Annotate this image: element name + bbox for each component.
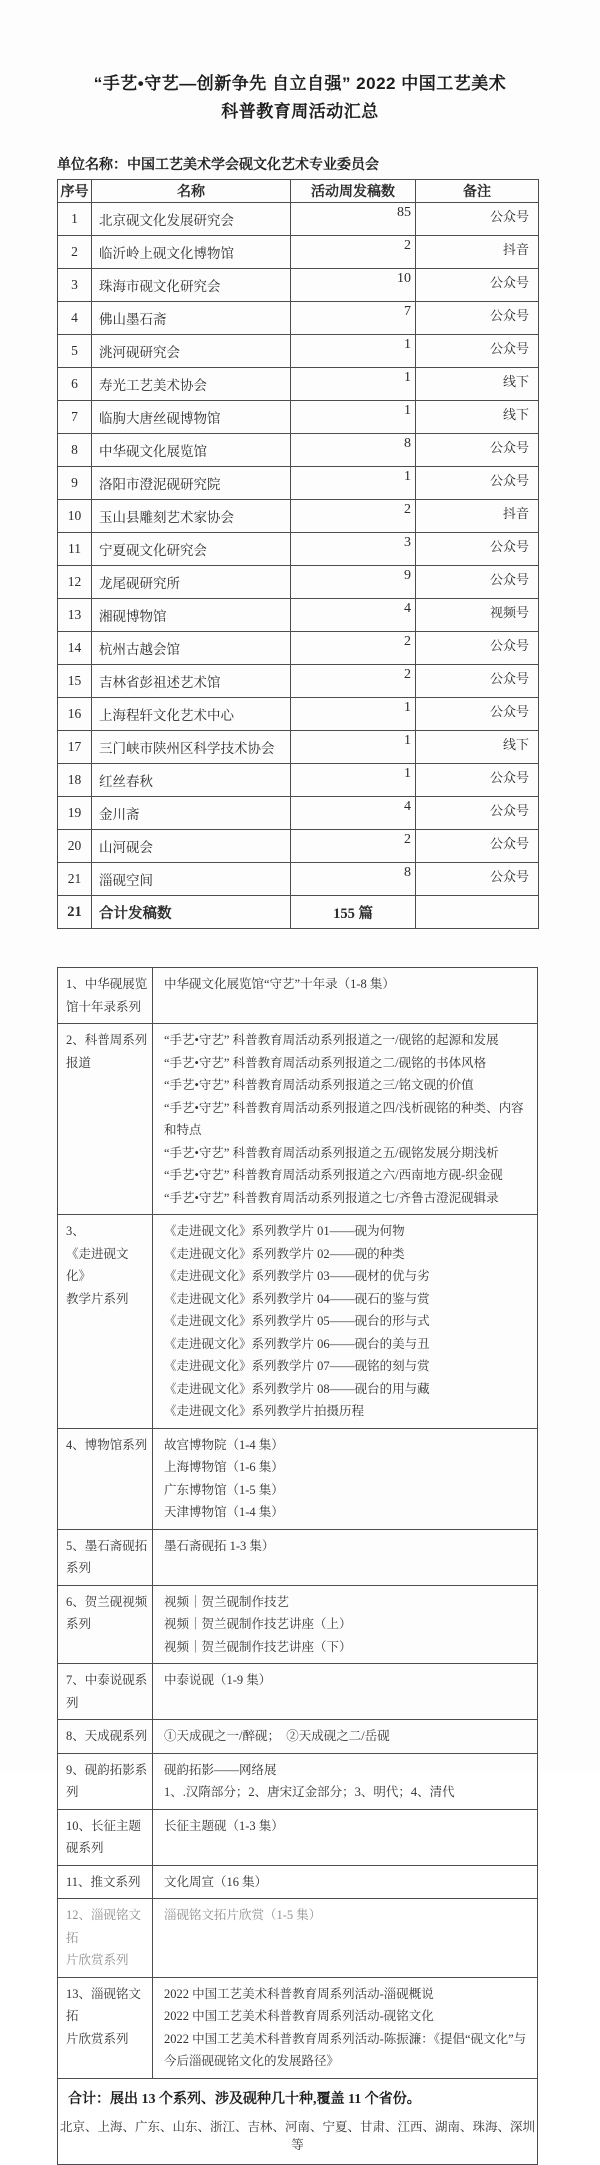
summary-row bbox=[58, 698, 539, 731]
row-index-cell: 6 bbox=[58, 368, 92, 401]
org-name-cell: 玉山县雕刻艺术家协会 bbox=[92, 500, 291, 533]
org-name-cell: 洮河砚研究会 bbox=[92, 335, 291, 368]
org-name-cell: 佛山墨石斋 bbox=[92, 302, 291, 335]
remark-cell: 公众号 bbox=[416, 434, 539, 467]
total-remark-cell bbox=[416, 896, 539, 929]
org-name-cell: 北京砚文化发展研究会 bbox=[92, 203, 291, 236]
document-title bbox=[0, 0, 600, 126]
row-index-cell: 5 bbox=[58, 335, 92, 368]
series-item-line: 《走进砚文化》系列教学片 03——砚材的优与劣 bbox=[164, 1269, 430, 1284]
org-name-cell: 杭州古越会馆 bbox=[92, 632, 291, 665]
post-count-cell: 1 bbox=[291, 764, 416, 797]
row-index-cell: 3 bbox=[58, 269, 92, 302]
submission-summary-table bbox=[57, 179, 539, 929]
summary-row bbox=[58, 401, 539, 434]
unit-name-line: 单位名称：中国工艺美术学会砚文化艺术专业委员会 bbox=[57, 158, 379, 174]
row-index-cell: 13 bbox=[58, 599, 92, 632]
series-items-cell bbox=[153, 1753, 538, 1809]
series-item-line: 《走进砚文化》系列教学片 04——砚石的鉴与赏 bbox=[164, 1291, 430, 1306]
series-items-cell bbox=[153, 1865, 538, 1899]
org-name-cell: 临沂岭上砚文化博物馆 bbox=[92, 236, 291, 269]
series-label-cell: 9、砚韵拓影系 列 bbox=[58, 1753, 153, 1809]
series-item-line: 《走进砚文化》系列教学片 01——砚为何物 bbox=[164, 1224, 405, 1239]
series-row bbox=[58, 1753, 538, 1809]
series-item-line: 中华砚文化展览馆“守艺”十年录（1-8 集） bbox=[164, 977, 395, 992]
series-item-line: 2022 中国工艺美术科普教育周系列活动-砚铭文化 bbox=[164, 2009, 434, 2024]
summary-row bbox=[58, 665, 539, 698]
row-index-cell: 16 bbox=[58, 698, 92, 731]
row-index-cell: 20 bbox=[58, 830, 92, 863]
series-item-line: 《走进砚文化》系列教学片 05——砚台的形与式 bbox=[164, 1314, 430, 1329]
post-count-cell: 9 bbox=[291, 566, 416, 599]
org-name-cell: 珠海市砚文化研究会 bbox=[92, 269, 291, 302]
series-items-cell bbox=[153, 1977, 538, 2078]
series-item-line: 文化周宣（16 集） bbox=[164, 1874, 268, 1889]
series-row bbox=[58, 1215, 538, 1429]
series-row bbox=[58, 1428, 538, 1529]
series-item-line: “手艺•守艺” 科普教育周活动系列报道之五/砚铭发展分期浅析 bbox=[164, 1145, 499, 1160]
row-index-cell: 18 bbox=[58, 764, 92, 797]
series-item-line: 视频｜贺兰砚制作技艺 bbox=[164, 1594, 290, 1609]
summary-row bbox=[58, 731, 539, 764]
series-item-line: “手艺•守艺” 科普教育周活动系列报道之二/砚铭的书体风格 bbox=[164, 1055, 487, 1070]
series-label-cell: 6、贺兰砚视频 系列 bbox=[58, 1585, 153, 1664]
post-count-cell: 4 bbox=[291, 599, 416, 632]
series-row bbox=[58, 1529, 538, 1585]
series-items-cell bbox=[153, 1809, 538, 1865]
summary-row bbox=[58, 236, 539, 269]
series-item-line: 天津博物馆（1-4 集） bbox=[164, 1505, 284, 1520]
summary-row bbox=[58, 632, 539, 665]
post-count-cell: 8 bbox=[291, 434, 416, 467]
series-label-cell: 4、博物馆系列 bbox=[58, 1428, 153, 1529]
remark-cell: 公众号 bbox=[416, 863, 539, 896]
title-line-2: 科普教育周活动汇总 bbox=[221, 102, 379, 122]
post-count-cell: 7 bbox=[291, 302, 416, 335]
series-row bbox=[58, 1664, 538, 1720]
remark-cell: 公众号 bbox=[416, 830, 539, 863]
series-footer-row bbox=[58, 2078, 538, 2164]
series-item-line: 《走进砚文化》系列教学片 07——砚铭的刻与赏 bbox=[164, 1359, 430, 1374]
series-provinces-line: 北京、上海、广东、山东、浙江、吉林、河南、宁夏、甘肃、江西、湖南、珠海、深圳等 bbox=[59, 2119, 535, 2152]
row-index-cell: 19 bbox=[58, 797, 92, 830]
remark-cell: 线下 bbox=[416, 368, 539, 401]
summary-row bbox=[58, 302, 539, 335]
remark-cell: 公众号 bbox=[416, 335, 539, 368]
summary-row bbox=[58, 533, 539, 566]
org-name-cell: 湘砚博物馆 bbox=[92, 599, 291, 632]
series-item-line: 视频｜贺兰砚制作技艺讲座（下） bbox=[164, 1639, 352, 1654]
remark-cell: 线下 bbox=[416, 401, 539, 434]
series-label-cell: 10、长征主题 砚系列 bbox=[58, 1809, 153, 1865]
series-item-line: 墨石斋砚拓 1-3 集） bbox=[164, 1538, 275, 1553]
series-row bbox=[58, 968, 538, 1024]
title-line-1: “手艺•守艺—创新争先 自立自强” 2022 中国工艺美术 bbox=[93, 74, 507, 93]
post-count-cell: 1 bbox=[291, 368, 416, 401]
series-item-line: 《走进砚文化》系列教学片 06——砚台的美与丑 bbox=[164, 1336, 430, 1351]
series-items-cell bbox=[153, 1585, 538, 1664]
remark-cell: 公众号 bbox=[416, 302, 539, 335]
series-items-cell bbox=[153, 1024, 538, 1215]
series-label-cell: 5、墨石斋砚拓 系列 bbox=[58, 1529, 153, 1585]
header-remark: 备注 bbox=[416, 180, 539, 203]
series-items-cell bbox=[153, 1428, 538, 1529]
series-label-cell: 3、 《走进砚文 化》 教学片系列 bbox=[58, 1215, 153, 1429]
remark-cell: 公众号 bbox=[416, 566, 539, 599]
org-name-cell: 宁夏砚文化研究会 bbox=[92, 533, 291, 566]
summary-row bbox=[58, 335, 539, 368]
series-row bbox=[58, 1720, 538, 1754]
post-count-cell: 2 bbox=[291, 632, 416, 665]
post-count-cell: 3 bbox=[291, 533, 416, 566]
summary-row bbox=[58, 599, 539, 632]
total-label-cell: 合计发稿数 bbox=[92, 896, 291, 929]
org-name-cell: 红丝春秋 bbox=[92, 764, 291, 797]
org-name-cell: 山河砚会 bbox=[92, 830, 291, 863]
series-label-cell: 7、中泰说砚系 列 bbox=[58, 1664, 153, 1720]
summary-row bbox=[58, 368, 539, 401]
summary-header-row bbox=[58, 180, 539, 203]
series-row bbox=[58, 1809, 538, 1865]
post-count-cell: 1 bbox=[291, 731, 416, 764]
post-count-cell: 2 bbox=[291, 830, 416, 863]
row-index-cell: 10 bbox=[58, 500, 92, 533]
row-index-cell: 21 bbox=[58, 863, 92, 896]
series-row bbox=[58, 1585, 538, 1664]
summary-row bbox=[58, 830, 539, 863]
remark-cell: 公众号 bbox=[416, 797, 539, 830]
total-count-cell: 155 篇 bbox=[291, 896, 416, 929]
series-items-cell bbox=[153, 1720, 538, 1754]
post-count-cell: 4 bbox=[291, 797, 416, 830]
series-item-line: 1、.汉隋部分；2、唐宋辽金部分；3、明代；4、清代 bbox=[164, 1785, 455, 1800]
remark-cell: 公众号 bbox=[416, 665, 539, 698]
remark-cell: 公众号 bbox=[416, 698, 539, 731]
series-table bbox=[57, 967, 538, 2165]
org-name-cell: 龙尾砚研究所 bbox=[92, 566, 291, 599]
post-count-cell: 2 bbox=[291, 500, 416, 533]
org-name-cell: 洛阳市澄泥砚研究院 bbox=[92, 467, 291, 500]
summary-row bbox=[58, 797, 539, 830]
header-name: 名称 bbox=[92, 180, 291, 203]
post-count-cell: 85 bbox=[291, 203, 416, 236]
series-item-line: 上海博物馆（1-6 集） bbox=[164, 1460, 284, 1475]
row-index-cell: 8 bbox=[58, 434, 92, 467]
series-row bbox=[58, 1024, 538, 1215]
series-items-cell bbox=[153, 1529, 538, 1585]
summary-total-row bbox=[58, 896, 539, 929]
series-item-line: 《走进砚文化》系列教学片拍摄历程 bbox=[164, 1404, 365, 1419]
remark-cell: 抖音 bbox=[416, 236, 539, 269]
series-item-line: 视频｜贺兰砚制作技艺讲座（上） bbox=[164, 1617, 352, 1632]
summary-row bbox=[58, 269, 539, 302]
series-row bbox=[58, 1977, 538, 2078]
series-item-line: 故宫博物院（1-4 集） bbox=[164, 1437, 284, 1452]
remark-cell: 公众号 bbox=[416, 764, 539, 797]
row-index-cell: 12 bbox=[58, 566, 92, 599]
series-items-cell bbox=[153, 968, 538, 1024]
summary-row bbox=[58, 203, 539, 236]
series-item-line: 中泰说砚（1-9 集） bbox=[164, 1673, 272, 1688]
remark-cell: 公众号 bbox=[416, 467, 539, 500]
header-count: 活动周发稿数 bbox=[291, 180, 416, 203]
series-item-line: 广东博物馆（1-5 集） bbox=[164, 1482, 284, 1497]
remark-cell: 抖音 bbox=[416, 500, 539, 533]
series-item-line: “手艺•守艺” 科普教育周活动系列报道之四/浅析砚铭的种类、内容和特点 bbox=[164, 1100, 524, 1138]
row-index-cell: 4 bbox=[58, 302, 92, 335]
remark-cell: 公众号 bbox=[416, 533, 539, 566]
series-items-cell bbox=[153, 1664, 538, 1720]
remark-cell: 公众号 bbox=[416, 269, 539, 302]
series-item-line: 淄砚铭文拓片欣赏（1-5 集） bbox=[164, 1908, 322, 1923]
summary-row bbox=[58, 434, 539, 467]
summary-row bbox=[58, 500, 539, 533]
remark-cell: 视频号 bbox=[416, 599, 539, 632]
series-item-line: “手艺•守艺” 科普教育周活动系列报道之六/西南地方砚-织金砚 bbox=[164, 1168, 503, 1183]
series-items-cell bbox=[153, 1899, 538, 1978]
series-items-cell bbox=[153, 1215, 538, 1429]
post-count-cell: 2 bbox=[291, 665, 416, 698]
summary-row bbox=[58, 467, 539, 500]
post-count-cell: 8 bbox=[291, 863, 416, 896]
org-name-cell: 淄砚空间 bbox=[92, 863, 291, 896]
org-name-cell: 中华砚文化展览馆 bbox=[92, 434, 291, 467]
series-row bbox=[58, 1865, 538, 1899]
org-name-cell: 临朐大唐丝砚博物馆 bbox=[92, 401, 291, 434]
summary-row bbox=[58, 764, 539, 797]
remark-cell: 公众号 bbox=[416, 203, 539, 236]
header-index: 序号 bbox=[58, 180, 92, 203]
series-item-line: “手艺•守艺” 科普教育周活动系列报道之三/铭文砚的价值 bbox=[164, 1078, 474, 1093]
series-item-line: 2022 中国工艺美术科普教育周系列活动-陈振濂：《提倡“砚文化”与今后淄砚砚铭文化的发展路径》 bbox=[164, 2031, 527, 2069]
remark-cell: 公众号 bbox=[416, 632, 539, 665]
series-label-cell: 13、淄砚铭文拓 片欣赏系列 bbox=[58, 1977, 153, 2078]
series-item-line: “手艺•守艺” 科普教育周活动系列报道之七/齐鲁古澄泥砚辑录 bbox=[164, 1190, 499, 1205]
summary-row bbox=[58, 863, 539, 896]
series-item-line: 《走进砚文化》系列教学片 02——砚的种类 bbox=[164, 1246, 405, 1261]
org-name-cell: 寿光工艺美术协会 bbox=[92, 368, 291, 401]
summary-row bbox=[58, 566, 539, 599]
series-item-line: 《走进砚文化》系列教学片 08——砚台的用与藏 bbox=[164, 1381, 430, 1396]
row-index-cell: 17 bbox=[58, 731, 92, 764]
org-name-cell: 三门峡市陕州区科学技术协会 bbox=[92, 731, 291, 764]
series-row bbox=[58, 1899, 538, 1978]
org-name-cell: 金川斋 bbox=[92, 797, 291, 830]
post-count-cell: 10 bbox=[291, 269, 416, 302]
series-item-line: 砚韵拓影——网络展 bbox=[164, 1762, 277, 1777]
series-label-cell: 11、推文系列 bbox=[58, 1865, 153, 1899]
org-name-cell: 吉林省彭祖述艺术馆 bbox=[92, 665, 291, 698]
series-total-line: 合计：展出 13 个系列、涉及砚种几十种,覆盖 11 个省份。 bbox=[68, 2091, 421, 2107]
remark-cell: 线下 bbox=[416, 731, 539, 764]
row-index-cell: 11 bbox=[58, 533, 92, 566]
row-index-cell: 15 bbox=[58, 665, 92, 698]
series-item-line: 长征主题砚（1-3 集） bbox=[164, 1818, 284, 1833]
series-label-cell: 2、科普周系列 报道 bbox=[58, 1024, 153, 1215]
total-index-cell: 21 bbox=[58, 896, 92, 929]
series-item-line: 2022 中国工艺美术科普教育周系列活动-淄砚概说 bbox=[164, 1986, 434, 2001]
row-index-cell: 2 bbox=[58, 236, 92, 269]
series-label-cell: 8、天成砚系列 bbox=[58, 1720, 153, 1754]
row-index-cell: 1 bbox=[58, 203, 92, 236]
post-count-cell: 1 bbox=[291, 467, 416, 500]
series-item-line: ①天成砚之一/醉砚； ②天成砚之二/岳砚 bbox=[164, 1729, 390, 1744]
series-item-line: “手艺•守艺” 科普教育周活动系列报道之一/砚铭的起源和发展 bbox=[164, 1033, 499, 1048]
post-count-cell: 1 bbox=[291, 335, 416, 368]
org-name-cell: 上海程轩文化艺术中心 bbox=[92, 698, 291, 731]
series-label-cell: 12、淄砚铭文拓 片欣赏系列 bbox=[58, 1899, 153, 1978]
post-count-cell: 1 bbox=[291, 401, 416, 434]
row-index-cell: 7 bbox=[58, 401, 92, 434]
row-index-cell: 9 bbox=[58, 467, 92, 500]
row-index-cell: 14 bbox=[58, 632, 92, 665]
series-label-cell: 1、中华砚展览 馆十年录系列 bbox=[58, 968, 153, 1024]
post-count-cell: 2 bbox=[291, 236, 416, 269]
post-count-cell: 1 bbox=[291, 698, 416, 731]
